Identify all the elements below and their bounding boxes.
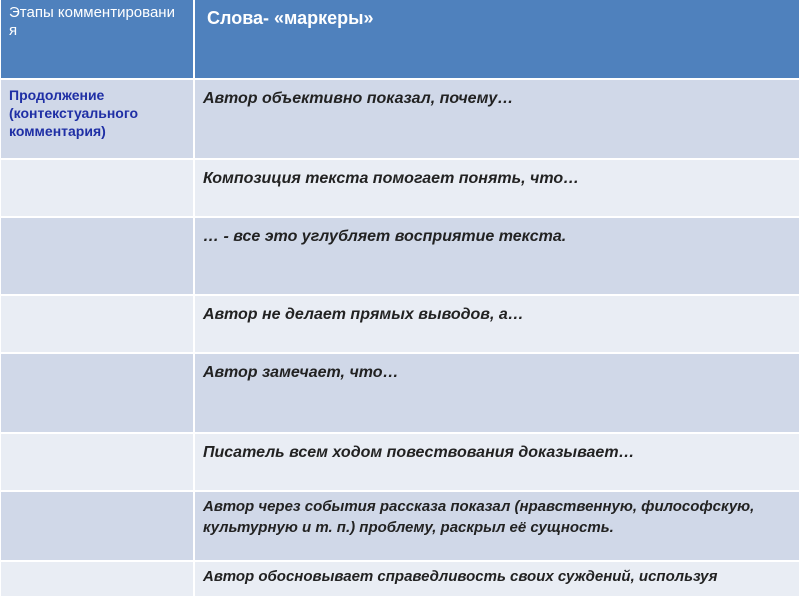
marker-cell: Автор объективно показал, почему… <box>195 80 800 160</box>
marker-cell: Писатель всем ходом повествования доказывает… <box>195 434 800 492</box>
marker-cell: … - все это углубляет восприятие текста. <box>195 218 800 296</box>
marker-cell: Композиция текста помогает понять, что… <box>195 160 800 218</box>
stage-cell <box>1 296 195 354</box>
marker-cell: Автор замечает, что… <box>195 354 800 434</box>
stage-cell <box>1 354 195 434</box>
stage-cell <box>1 218 195 296</box>
stage-cell <box>1 160 195 218</box>
header-markers: Слова- «маркеры» <box>195 0 800 80</box>
header-stages: Этапы комментировани я <box>1 0 195 80</box>
marker-cell: Автор не делает прямых выводов, а… <box>195 296 800 354</box>
marker-cell: Автор обосновывает справедливость своих суждений, используя <box>195 562 800 598</box>
stage-cell <box>1 434 195 492</box>
marker-cell: Автор через события рассказа показал (нравственную, философскую, культурную и т. п.) проблему, раскрыл её сущность. <box>195 492 800 562</box>
stage-cell <box>1 492 195 562</box>
stage-cell <box>1 562 195 598</box>
stage-cell: Продолжение (контекстуального комментария) <box>1 80 195 160</box>
